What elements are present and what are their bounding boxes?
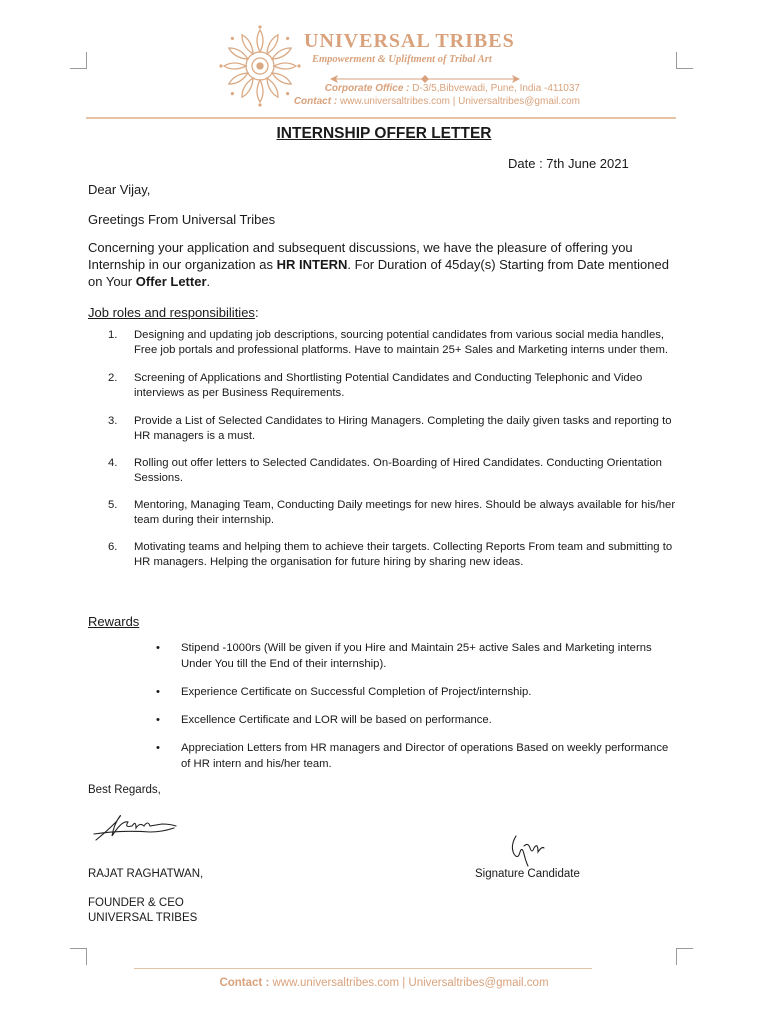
corner-mark-top-left (70, 52, 87, 69)
list-item-number: 1. (108, 329, 118, 341)
closing: Best Regards, (88, 784, 161, 796)
bullet-icon: • (156, 714, 160, 726)
list-item-text: Stipend -1000rs (Will be given if you Hire and Maintain 25+ active Sales and Marketing interns Under You till the End of their internship). (181, 642, 652, 670)
intro-paragraph (88, 239, 678, 290)
footer-divider (134, 968, 592, 969)
org-name: UNIVERSAL TRIBES (304, 30, 515, 52)
office-address: D-3/5,Bibvewadi, Pune, India -411037 (409, 83, 580, 94)
office-label: Corporate Office : (324, 83, 410, 94)
roles-heading-colon: : (254, 305, 259, 320)
letter-date: Date : 7th June 2021 (508, 156, 629, 171)
list-item-text: Experience Certificate on Successful Completion of Project/internship. (181, 686, 532, 698)
list-item (108, 456, 676, 486)
intro-text-2: . For Duration of 45day(s) Starting from Date mentioned on Your (88, 257, 669, 289)
candidate-signature (508, 832, 548, 868)
signer-title: FOUNDER & CEO (88, 897, 184, 909)
roles-heading-text: Job roles and responsibilities (88, 305, 255, 320)
letterhead-brand (304, 30, 515, 65)
contact-details: www.universaltribes.com | Universaltribes@gmail.com (337, 96, 580, 107)
list-item-text: Excellence Certificate and LOR will be based on performance. (181, 714, 492, 726)
org-tagline: Empowerment & Upliftment of Tribal Art (312, 54, 492, 65)
list-item (156, 640, 676, 672)
footer-contact-label: Contact : (219, 977, 270, 989)
intro-role: HR INTERN (276, 257, 348, 272)
list-item-text: Provide a List of Selected Candidates to Hiring Managers. Completing the daily given tasks and reporting to HR managers is a must. (134, 415, 672, 442)
bullet-icon: • (156, 642, 160, 654)
contact-label: Contact : (293, 96, 338, 107)
corner-mark-bottom-left (70, 948, 87, 965)
bullet-icon: • (156, 686, 160, 698)
list-item-number: 2. (108, 372, 118, 384)
list-item-text: Screening of Applications and Shortlisting Potential Candidates and Conducting Telephonic and Video interviews as per Business Requirements. (134, 372, 643, 399)
list-item (108, 328, 676, 358)
list-item-text: Motivating teams and helping them to achieve their targets. Collecting Reports From team and submitting to HR managers. Helping the organisation for future hiring by sharing new ideas. (134, 541, 673, 568)
rewards-list (156, 640, 676, 772)
corner-mark-bottom-right (676, 948, 693, 965)
intro-text-3: . (206, 274, 211, 289)
founder-signature (92, 810, 182, 844)
list-item-text: Appreciation Letters from HR managers and Director of operations Based on weekly performance of HR intern and his/her team. (181, 742, 669, 770)
signer-org: UNIVERSAL TRIBES (88, 912, 198, 924)
list-item (108, 540, 676, 570)
signer-name: RAJAT RAGHATWAN, (88, 868, 204, 880)
list-item (156, 740, 676, 772)
list-item-number: 6. (108, 541, 118, 553)
footer-contact (0, 977, 768, 989)
letterhead-divider (86, 117, 676, 119)
footer-contact-details: www.universaltribes.com | Universaltribes@gmail.com (269, 977, 549, 989)
list-item-number: 5. (108, 499, 118, 511)
roles-heading (88, 304, 259, 321)
rewards-heading: Rewards (88, 614, 140, 629)
bullet-icon: • (156, 742, 160, 754)
list-item (108, 498, 676, 528)
list-item (156, 684, 676, 700)
list-item (156, 712, 676, 728)
list-item (108, 414, 676, 444)
letterhead-address (250, 82, 580, 108)
letter-title: INTERNSHIP OFFER LETTER (276, 125, 492, 142)
list-item-number: 3. (108, 415, 118, 427)
roles-list (108, 328, 676, 570)
intro-offer-letter: Offer Letter (135, 274, 207, 289)
list-item-text: Mentoring, Managing Team, Conducting Daily meetings for new hires. Should be always available for his/her team during their internship. (134, 499, 676, 526)
intro-text-1: Concerning your application and subsequent discussions, we have the pleasure of offering you Internship in our organization as (88, 240, 633, 272)
greeting: Greetings From Universal Tribes (88, 212, 276, 227)
corner-mark-top-right (676, 52, 693, 69)
list-item-number: 4. (108, 457, 118, 469)
list-item (108, 371, 676, 401)
list-item-text: Rolling out offer letters to Selected Candidates. On-Boarding of Hired Candidates. Conducting Orientation Sessions. (134, 457, 662, 484)
list-item-text: Designing and updating job descriptions, sourcing potential candidates from various social media handles, Free job portals and professional platforms. Have to maintain 25+ Sales and Marketing interns under them. (134, 329, 669, 356)
salutation: Dear Vijay, (88, 182, 151, 197)
candidate-signature-label: Signature Candidate (475, 868, 580, 880)
